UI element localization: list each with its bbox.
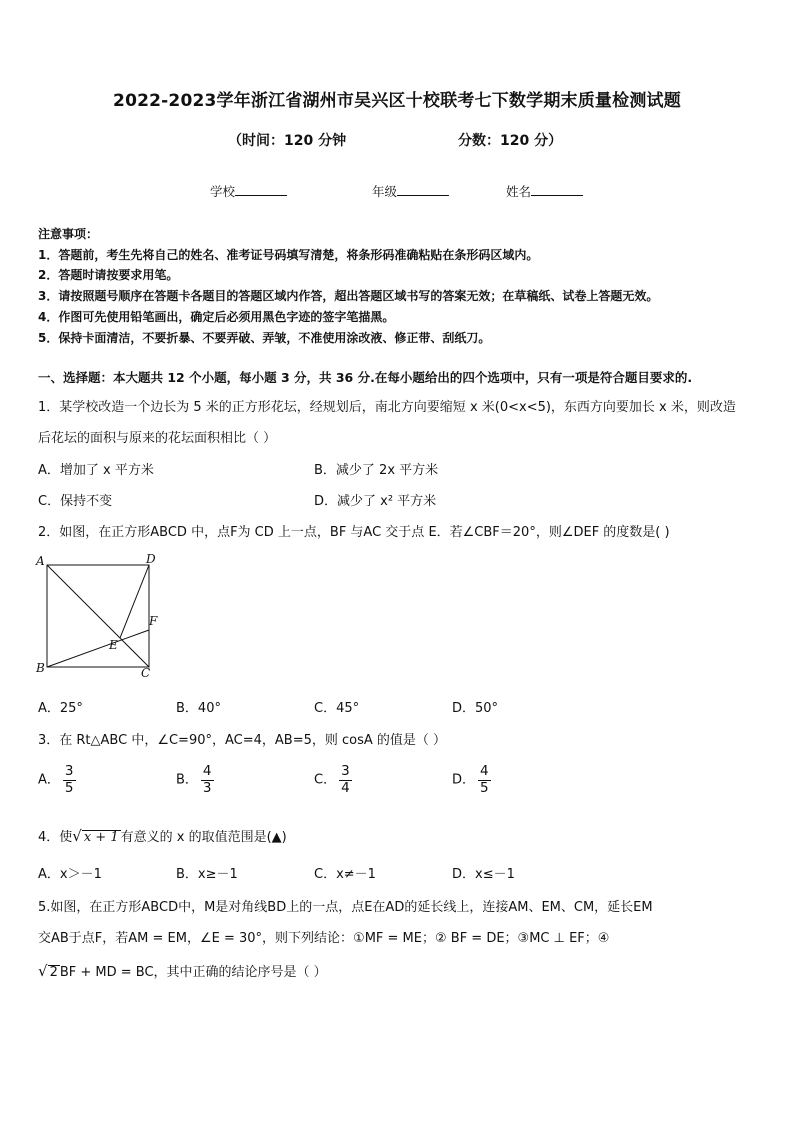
q3-stem: 3．在 Rt△ABC 中，∠C=90°，AC=4，AB=5，则 cosA 的值是（ ） bbox=[38, 733, 447, 748]
name-field bbox=[506, 182, 583, 200]
grade-label: 年级 bbox=[372, 184, 398, 199]
q5-stem-line1: 5.如图，在正方形ABCD中，M是对角线BD上的一点，点E在AD的延长线上，连接AM、EM、CM，延长EM bbox=[38, 900, 653, 915]
school-label: 学校 bbox=[210, 184, 236, 199]
numerator: 3 bbox=[64, 763, 74, 779]
segment-de bbox=[120, 565, 149, 638]
q5-stem-line3 bbox=[38, 961, 327, 980]
label-f: F bbox=[149, 614, 158, 628]
q3-option-d bbox=[452, 764, 491, 796]
school-field bbox=[210, 182, 287, 200]
label-d: D bbox=[146, 552, 156, 566]
school-blank bbox=[235, 184, 287, 196]
name-blank bbox=[531, 184, 583, 196]
q4-stem-pre: 4．使 bbox=[38, 830, 73, 845]
q3-option-a bbox=[38, 764, 76, 796]
q3-fraction bbox=[339, 764, 352, 796]
label-b: B bbox=[36, 661, 45, 675]
numerator: 4 bbox=[480, 763, 489, 779]
note-item: 3．请按照题号顺序在答题卡各题目的答题区域内作答，超出答题区域书写的答案无效；在草稿纸、试卷上答题无效。 bbox=[38, 289, 659, 303]
q5-stem-line2: 交AB于点F，若AM = EM，∠E = 30°，则下列结论：①MF = ME；② BF = DE；③MC ⊥ EF；④ bbox=[38, 931, 610, 946]
name-label: 姓名 bbox=[506, 184, 532, 199]
note-item: 1．答题前，考生先将自己的姓名、准考证号码填写清楚，将条形码准确粘贴在条形码区域内。 bbox=[38, 248, 539, 262]
radical-sign: √ bbox=[38, 962, 48, 980]
q4-option-d: D．x≤－1 bbox=[452, 867, 515, 882]
note-item: 2．答题时请按要求用笔。 bbox=[38, 268, 179, 282]
label-a: A bbox=[36, 554, 45, 568]
q3-option-c bbox=[314, 764, 352, 796]
denominator: 5 bbox=[480, 779, 489, 796]
q4-stem bbox=[38, 826, 287, 845]
q2-stem: 2．如图，在正方形ABCD 中，点F为 CD 上一点，BF 与AC 交于点 E．若∠CBF＝20°，则∠DEF 的度数是( ) bbox=[38, 525, 670, 540]
q3-option-letter: C． bbox=[314, 772, 337, 788]
grade-field bbox=[372, 182, 449, 200]
label-c: C bbox=[141, 666, 151, 680]
segment-bf bbox=[47, 630, 149, 667]
q2-option-c: C．45° bbox=[314, 701, 360, 716]
q1-option-b: B．减少了 2x 平方米 bbox=[314, 463, 439, 478]
q4-option-a: A．x＞－1 bbox=[38, 867, 102, 882]
denominator: 4 bbox=[341, 779, 350, 796]
q4-radicand: x + 1 bbox=[83, 830, 119, 845]
q5-stem-line3-rest: BF + MD = BC，其中正确的结论序号是（ ） bbox=[59, 965, 327, 980]
section-heading: 一、选择题：本大题共 12 个小题，每小题 3 分，共 36 分.在每小题给出的四个选项中，只有一项是符合题目要求的. bbox=[38, 370, 693, 385]
q2-square-figure bbox=[30, 550, 170, 680]
q3-option-letter: B． bbox=[176, 772, 198, 788]
q2-option-a: A．25° bbox=[38, 701, 83, 716]
note-item: 5．保持卡面清洁，不要折暴、不要弄破、弄皱，不准使用涂改液、修正带、刮纸刀。 bbox=[38, 331, 491, 345]
q4-option-c: C．x≠－1 bbox=[314, 867, 376, 882]
denominator: 5 bbox=[64, 779, 74, 796]
numerator: 3 bbox=[341, 763, 350, 779]
q3-option-letter: D． bbox=[452, 772, 476, 788]
q1-option-d: D．减少了 x² 平方米 bbox=[314, 494, 437, 509]
q3-fraction bbox=[63, 764, 76, 796]
numerator: 4 bbox=[202, 763, 212, 779]
diagonal-ac bbox=[47, 565, 149, 667]
note-item: 4．作图可先使用铅笔画出，确定后必须用黑色字迹的签字笔描黑。 bbox=[38, 310, 395, 324]
radical-sign: √ bbox=[72, 827, 82, 845]
q1-option-a: A．增加了 x 平方米 bbox=[38, 463, 154, 478]
exam-score: 分数：120 分） bbox=[458, 133, 563, 149]
exam-time: （时间：120 分钟 bbox=[228, 133, 347, 149]
q5-radicand: 2 bbox=[49, 965, 58, 980]
q4-stem-post: 有意义的 x 的取值范围是(▲) bbox=[120, 830, 287, 845]
notes-heading: 注意事项： bbox=[38, 227, 99, 241]
q1-option-c: C．保持不变 bbox=[38, 494, 113, 509]
q3-option-letter: A． bbox=[38, 772, 60, 788]
q1-stem-line1: 1．某学校改造一个边长为 5 米的正方形花坛，经规划后，南北方向要缩短 x 米(0<x<5)，东西方向要加长 x 米，则改造 bbox=[38, 400, 736, 415]
q1-stem-line2: 后花坛的面积与原来的花坛面积相比（ ） bbox=[38, 431, 277, 446]
q2-option-d: D．50° bbox=[452, 701, 499, 716]
denominator: 3 bbox=[202, 779, 212, 796]
q2-option-b: B．40° bbox=[176, 701, 221, 716]
q4-option-b: B．x≥－1 bbox=[176, 867, 238, 882]
exam-title: 2022-2023学年浙江省湖州市吴兴区十校联考七下数学期末质量检测试题 bbox=[113, 91, 681, 111]
q3-option-b bbox=[176, 764, 214, 796]
q3-fraction bbox=[201, 764, 214, 796]
q3-fraction bbox=[478, 764, 491, 796]
label-e: E bbox=[109, 638, 118, 652]
grade-blank bbox=[397, 184, 449, 196]
